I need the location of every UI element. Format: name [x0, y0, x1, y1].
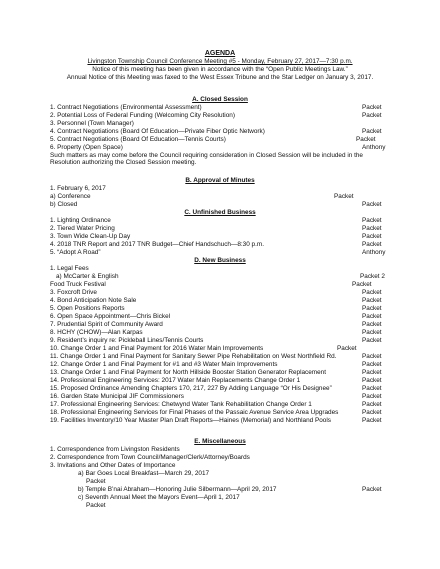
section-heading-approval-of-minutes: B. Approval of Minutes	[185, 177, 255, 184]
item-status: Packet	[362, 128, 382, 135]
agenda-item: 8. HCHY (CHOW)—Alan Karpas	[50, 329, 143, 336]
item-status: Packet	[362, 393, 382, 400]
agenda-item: 13. Change Order 1 and Final Payment for North Hillside Booster Station Generator Replacement	[50, 369, 327, 376]
agenda-item: a) McCarter & English	[56, 273, 119, 280]
item-status: Packet	[362, 329, 382, 336]
item-status: Packet	[362, 361, 382, 368]
item-status: Packet	[362, 233, 382, 240]
agenda-item: 4. Contract Negotiations (Board Of Education—Private Fiber Optic Network)	[50, 128, 265, 135]
agenda-item: 3. Personnel (Town Manager)	[50, 120, 134, 127]
item-status: Packet	[362, 337, 382, 344]
agenda-item: b) Temple B’nai Abraham—Honoring Julie Silbermann—April 29, 2017	[78, 486, 277, 493]
agenda-item: 10. Change Order 1 and Final Payment for 2016 Water Main Improvements	[50, 345, 264, 352]
agenda-item: 9. Resident’s inquiry re: Pickleball Lines/Tennis Courts	[50, 337, 204, 344]
agenda-item: a) Conference	[50, 193, 91, 200]
agenda-item: 11. Change Order 1 and Final Payment for Sanitary Sewer Pipe Rehabilitation on West Northfield Rd.	[50, 353, 337, 360]
agenda-item: a) Bar Goes Local Breakfast—March 29, 2017	[78, 470, 210, 477]
closed-session-note: Such matters as may come before the Council requiring consideration in Closed Session will be included in the Resolution authorizing the Closed Session meeting.	[50, 152, 363, 167]
item-status: Packet	[362, 409, 382, 416]
agenda-item: 15. Proposed Ordinance Amending Chapters 170, 217, 227 By Adding Language “Or His Designee”	[50, 385, 332, 392]
agenda-item: 6. Property (Open Space)	[50, 144, 123, 151]
agenda-item: 4. 2018 TNR Report and 2017 TNR Budget—Chief Handschuch—8:30 p.m.	[50, 241, 264, 248]
agenda-item: 1. Legal Fees	[50, 265, 89, 272]
agenda-item: 5. Open Positions Reports	[50, 305, 125, 312]
section-heading-miscellaneous: E. Miscellaneous	[194, 438, 246, 445]
section-heading-new-business: D. New Business	[194, 257, 246, 264]
meeting-subtitle: Livingston Township Council Conference Meeting #5 - Monday, February 27, 2017—7:30 p.m.	[87, 58, 353, 65]
agenda-item: 17. Professional Engineering Services: Chetwynd Water Tank Rehabilitation Change Order 1	[50, 401, 312, 408]
agenda-item: 3. Town Wide Clean-Up Day	[50, 233, 131, 240]
agenda-item: 2. Potential Loss of Federal Funding (Welcoming City Resolution)	[50, 112, 235, 119]
agenda-item: 1. Correspondence from Livingston Residents	[50, 446, 180, 453]
agenda-item: 2. Tiered Water Pricing	[50, 225, 115, 232]
item-status: Packet	[362, 401, 382, 408]
item-status: Packet	[362, 297, 382, 304]
agenda-item: 1. Lighting Ordinance	[50, 217, 111, 224]
item-status: Anthony	[362, 144, 386, 151]
section-heading-unfinished-business: C. Unfinished Business	[184, 209, 256, 216]
item-status: Packet	[362, 486, 382, 493]
agenda-item: Packet	[86, 478, 106, 485]
agenda-item: c) Seventh Annual Meet the Mayors Event—April 1, 2017	[78, 494, 240, 501]
agenda-item: Food Truck Festival	[50, 281, 106, 288]
item-status: Packet	[362, 201, 382, 208]
agenda-item: 1. February 6, 2017	[50, 185, 106, 192]
item-status: Packet	[362, 369, 382, 376]
agenda-item: 1. Contract Negotiations (Environmental Assessment)	[50, 104, 202, 111]
item-status: Packet	[362, 289, 382, 296]
item-status: Packet	[362, 417, 382, 424]
agenda-item: 16. Garden State Municipal JIF Commissioners	[50, 393, 184, 400]
agenda-item: 5. Contract Negotiations (Board Of Education—Tennis Courts)	[50, 136, 226, 143]
item-status: Packet 2	[360, 273, 385, 280]
agenda-item: 12. Change Order 1 and Final Payment for #1 and #3 Water Main Improvements	[50, 361, 278, 368]
agenda-item: 6. Open Space Appointment—Chris Bickel	[50, 313, 171, 320]
section-heading-closed-session: A. Closed Session	[192, 96, 248, 103]
meeting-notice: Notice of this meeting has been given in accordance with the “Open Public Meetings Law.”	[92, 66, 348, 73]
agenda-item: 7. Prudential Spirit of Community Award	[50, 321, 163, 328]
item-status: Packet	[362, 241, 382, 248]
agenda-item: Packet	[86, 502, 106, 509]
item-status: Packet	[362, 313, 382, 320]
item-status: Anthony	[362, 249, 386, 256]
agenda-item: 3. Invitations and Other Dates of Importance	[50, 462, 176, 469]
agenda-item: 19. Facilities Inventory/10 Year Master Plan Draft Reports—Haines (Memorial) and Northland Pools	[50, 417, 331, 424]
item-status: Packet	[334, 193, 354, 200]
item-status: Packet	[362, 112, 382, 119]
agenda-item: 4. Bond Anticipation Note Sale	[50, 297, 137, 304]
item-status: Packet	[352, 281, 372, 288]
agenda-item: b) Closed	[50, 201, 78, 208]
item-status: Packet	[356, 136, 376, 143]
item-status: Packet	[362, 377, 382, 384]
item-status: Packet	[362, 217, 382, 224]
item-status: Packet	[362, 104, 382, 111]
item-status: Packet	[362, 305, 382, 312]
agenda-item: 14. Professional Engineering Services: 2017 Water Main Replacements Change Order 1	[50, 377, 301, 384]
agenda-item: 5. “Adopt A Road”	[50, 249, 101, 256]
agenda-item: 18. Professional Engineering Services for Final Phases of the Passaic Avenue Service Area Upgrades	[50, 409, 339, 416]
annual-notice: Annual Notice of this Meeting was faxed to the West Essex Tribune and the Star Ledger on January 3, 2017.	[66, 74, 374, 81]
agenda-item: 3. Foxcroft Drive	[50, 289, 97, 296]
agenda-item: 2. Correspondence from Town Council/Manager/Clerk/Attorney/Boards	[50, 454, 250, 461]
item-status: Packet	[337, 345, 357, 352]
item-status: Packet	[362, 353, 382, 360]
agenda-title: AGENDA	[204, 50, 236, 57]
item-status: Packet	[362, 385, 382, 392]
item-status: Packet	[362, 225, 382, 232]
item-status: Packet	[362, 321, 382, 328]
